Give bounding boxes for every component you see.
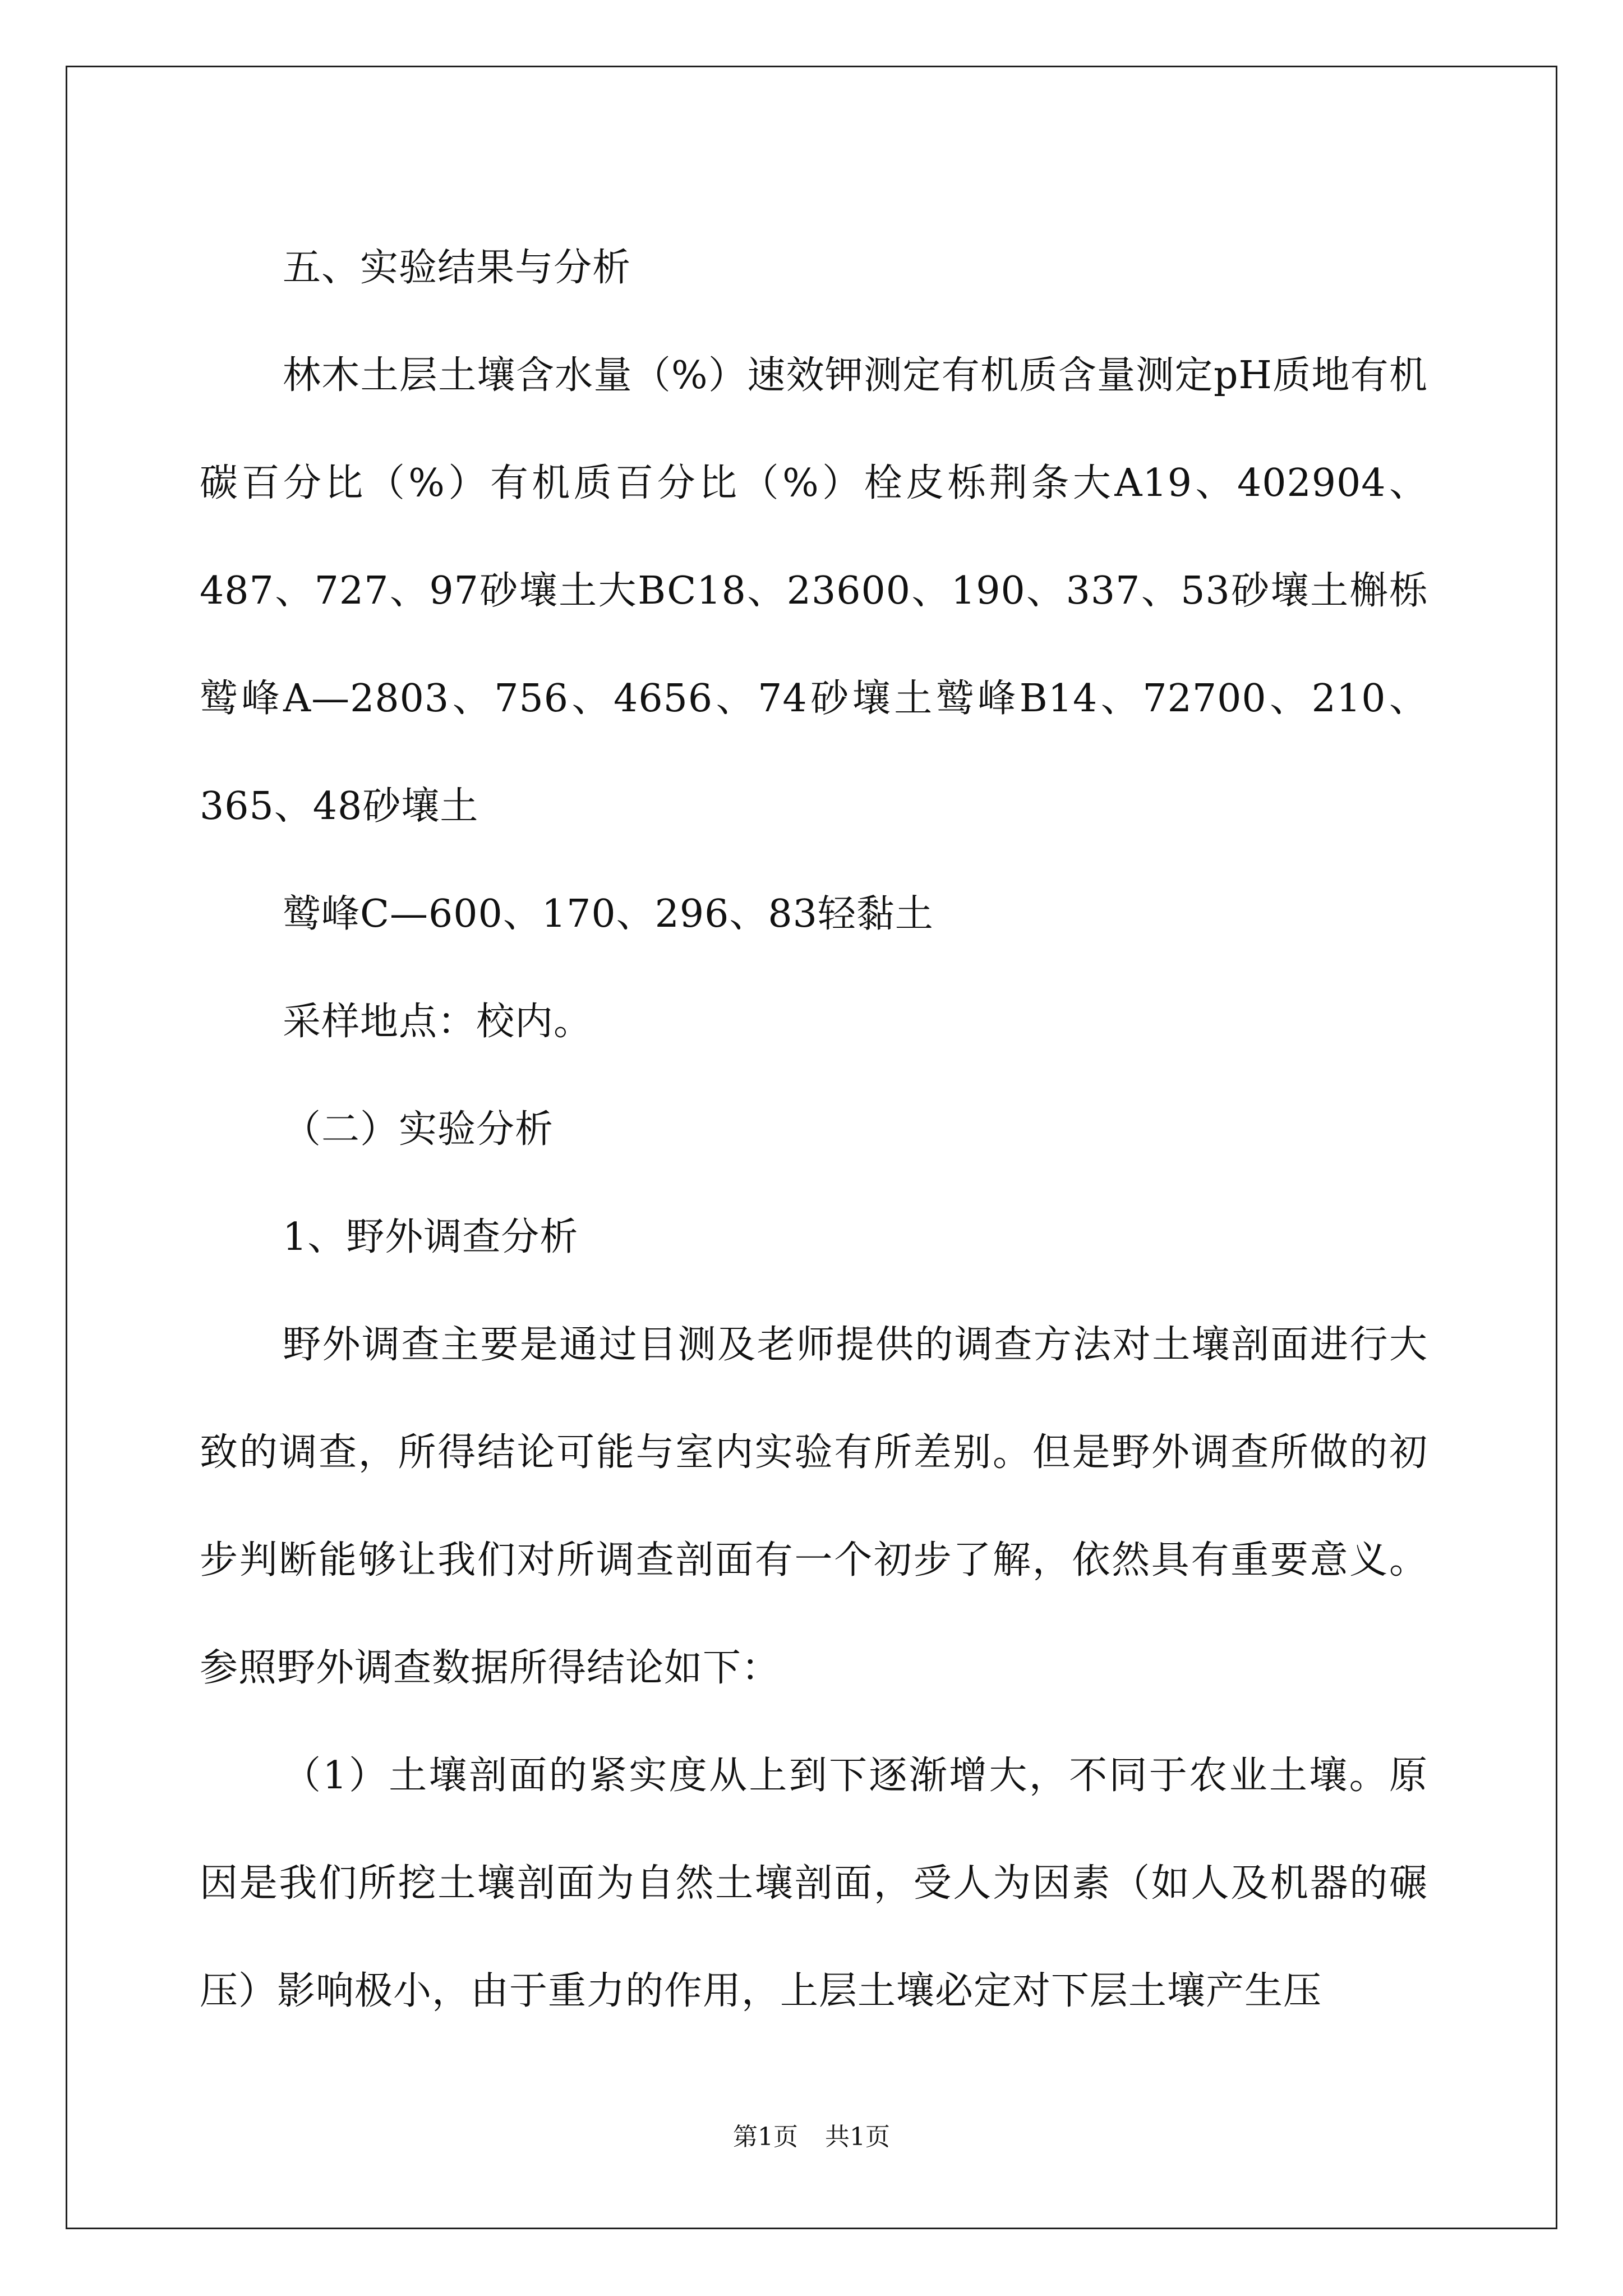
section-heading-results: 五、实验结果与分析 (283, 246, 631, 290)
document-body (200, 214, 1428, 2045)
field-survey-paragraph: 野外调查主要是通过目测及老师提供的调查方法对土壤剖面进行大致的调查，所得结论可能与室内实验有所差别。但是野外调查所做的初步判断能够让我们对所调查剖面有一个初步了解，依然具有重要意义。参照野外调查数据所得结论如下： (200, 1323, 1428, 1690)
section-heading-analysis: （二）实验分析 (283, 1107, 554, 1152)
results-data-continuation: 鹫峰C—600、170、296、83轻黏土 (283, 892, 934, 936)
sampling-location: 采样地点：校内。 (283, 1000, 593, 1044)
page-number: 第1页 (733, 2123, 798, 2151)
page-total: 共1页 (825, 2123, 890, 2151)
subsection-heading-field-survey: 1、野外调查分析 (283, 1215, 579, 1259)
conclusion-1-paragraph: （1）土壤剖面的紧实度从上到下逐渐增大，不同于农业土壤。原因是我们所挖土壤剖面为自然土壤剖面，受人为因素（如人及机器的碾压）影响极小，由于重力的作用，上层土壤必定对下层土壤产生压 (200, 1754, 1428, 2013)
page-footer (0, 2120, 1623, 2154)
results-data-paragraph: 林木土层土壤含水量（%）速效钾测定有机质含量测定pH质地有机碳百分比（%）有机质百分比（%）栓皮栎荆条大A19、402904、487、727、97砂壤土大BC18、23600、190、337、53砂壤土槲栎鹫峰A—2803、756、4656、74砂壤土鹫峰B14、72700、210、365、48砂壤土 (200, 353, 1428, 829)
